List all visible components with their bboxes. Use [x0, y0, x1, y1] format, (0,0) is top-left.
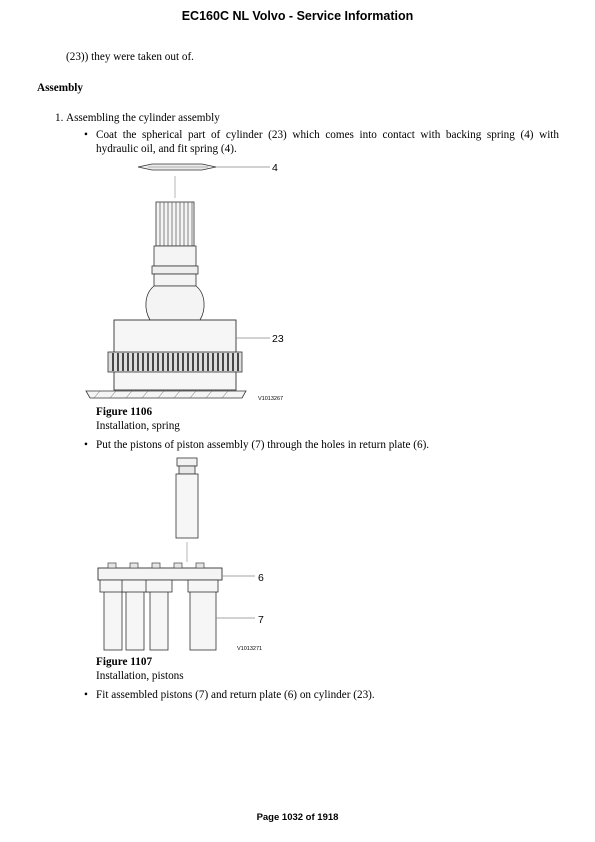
bullet-marker: • [84, 129, 88, 141]
bullet-text-1: Coat the spherical part of cylinder (23) which comes into contact with backing spring (4) with hydraulic oil, and fit spring (4). [96, 129, 559, 155]
figure-caption-1107: Installation, pistons [96, 670, 184, 682]
callout-6: 6 [258, 572, 264, 584]
piston-assembly-shape [100, 580, 218, 650]
callout-7: 7 [258, 614, 264, 626]
bullet-text-3: Fit assembled pistons (7) and return plate (6) on cylinder (23). [96, 689, 375, 701]
step-text: Assembling the cylinder assembly [66, 112, 220, 124]
piston-shape [176, 458, 198, 538]
callout-23: 23 [272, 333, 284, 345]
figure-1106-illustration [80, 158, 300, 404]
continuation-text: (23)) they were taken out of. [66, 51, 194, 63]
image-code: V1013271 [237, 646, 263, 652]
figure-caption-1106: Installation, spring [96, 420, 180, 432]
figure-1107-illustration [80, 456, 300, 656]
return-plate-shape [98, 568, 222, 580]
image-code: V1013267 [258, 396, 284, 402]
bullet-text-2: Put the pistons of piston assembly (7) through the holes in return plate (6). [96, 439, 430, 451]
step-number: 1. [55, 112, 64, 124]
figure-title-1106: Figure 1106 [96, 406, 153, 418]
backing-spring-shape [138, 164, 216, 170]
bullet-marker: • [84, 439, 88, 451]
bullet-marker: • [84, 689, 88, 701]
document-header: EC160C NL Volvo - Service Information [181, 9, 414, 23]
section-heading: Assembly [37, 82, 83, 94]
figure-title-1107: Figure 1107 [96, 656, 153, 668]
page-number: Page 1032 of 1918 [256, 812, 339, 823]
callout-4: 4 [272, 162, 278, 174]
